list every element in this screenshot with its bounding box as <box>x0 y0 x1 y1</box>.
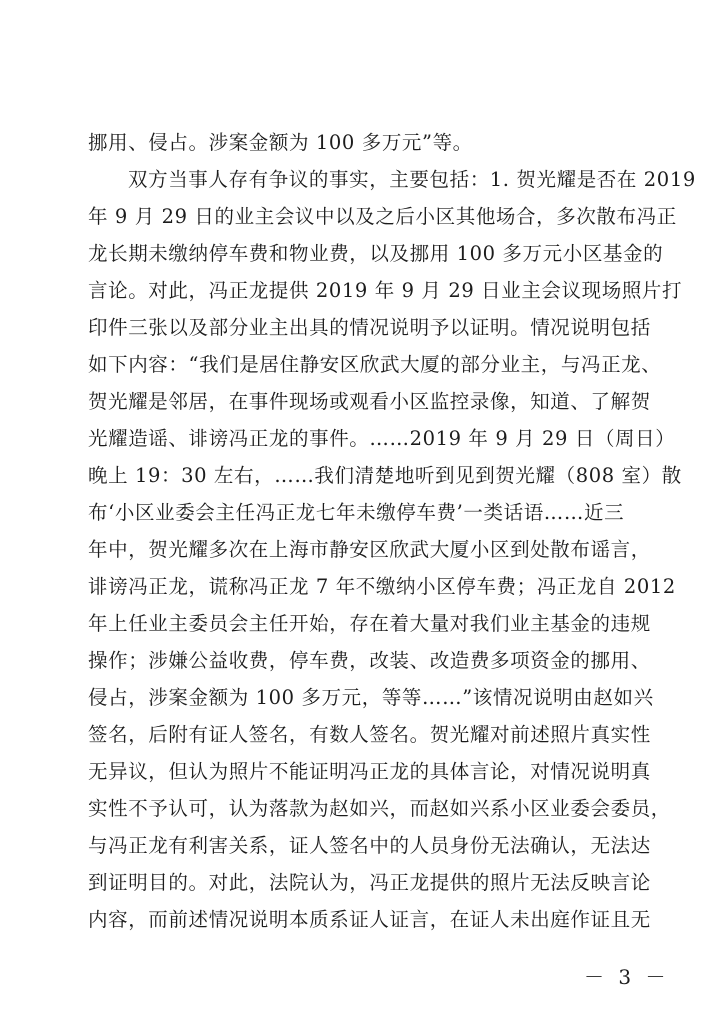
text-line: 内容，而前述情况说明本质系证人证言，在证人未出庭作证且无 <box>88 908 651 931</box>
text-line: 贺光耀是邻居，在事件现场或观看小区监控录像，知道、了解贺 <box>88 390 651 413</box>
document-body <box>88 124 696 938</box>
text-line: 与冯正龙有利害关系，证人签名中的人员身份无法确认，无法达 <box>88 834 651 857</box>
text-line: 操作；涉嫌公益收费，停车费，改装、改造费多项资金的挪用、 <box>88 649 651 672</box>
text-line: 光耀造谣、诽谤冯正龙的事件。……2019 年 9 月 29 日（周日） <box>88 427 676 450</box>
text-line: 挪用、侵占。涉案金额为 100 多万元”等。 <box>88 131 473 154</box>
text-line: 布‘小区业委会主任冯正龙七年未缴停车费’一类话语……近三 <box>88 501 625 524</box>
text-line: 无异议，但认为照片不能证明冯正龙的具体言论，对情况说明真 <box>88 760 651 783</box>
text-line: 侵占，涉案金额为 100 多万元，等等……”该情况说明由赵如兴 <box>88 686 654 709</box>
text-line: 印件三张以及部分业主出具的情况说明予以证明。情况说明包括 <box>88 316 651 339</box>
text-line: 龙长期未缴纳停车费和物业费，以及挪用 100 多万元小区基金的 <box>88 242 664 265</box>
text-line: 实性不予认可，认为落款为赵如兴，而赵如兴系小区业委会委员， <box>88 797 671 820</box>
text-line: 到证明目的。对此，法院认为，冯正龙提供的照片无法反映言论 <box>88 871 651 894</box>
text-line: 如下内容：“我们是居住静安区欣武大厦的部分业主，与冯正龙、 <box>88 353 662 376</box>
text-line: 年上任业主委员会主任开始，存在着大量对我们业主基金的违规 <box>88 612 651 635</box>
text-line: 诽谤冯正龙，谎称冯正龙 7 年不缴纳小区停车费；冯正龙自 2012 <box>88 575 676 598</box>
text-line: 言论。对此，冯正龙提供 2019 年 9 月 29 日业主会议现场照片打 <box>88 279 683 302</box>
text-line: 年 9 月 29 日的业主会议中以及之后小区其他场合，多次散布冯正 <box>88 205 677 228</box>
page-number: － 3 － <box>584 965 670 989</box>
text-line: 年中，贺光耀多次在上海市静安区欣武大厦小区到处散布谣言， <box>88 538 651 561</box>
text-line: 双方当事人存有争议的事实，主要包括：1. 贺光耀是否在 2019 <box>128 168 696 191</box>
text-line: 晚上 19：30 左右，……我们清楚地听到见到贺光耀（808 室）散 <box>88 464 682 487</box>
text-line: 签名，后附有证人签名，有数人签名。贺光耀对前述照片真实性 <box>88 723 651 746</box>
